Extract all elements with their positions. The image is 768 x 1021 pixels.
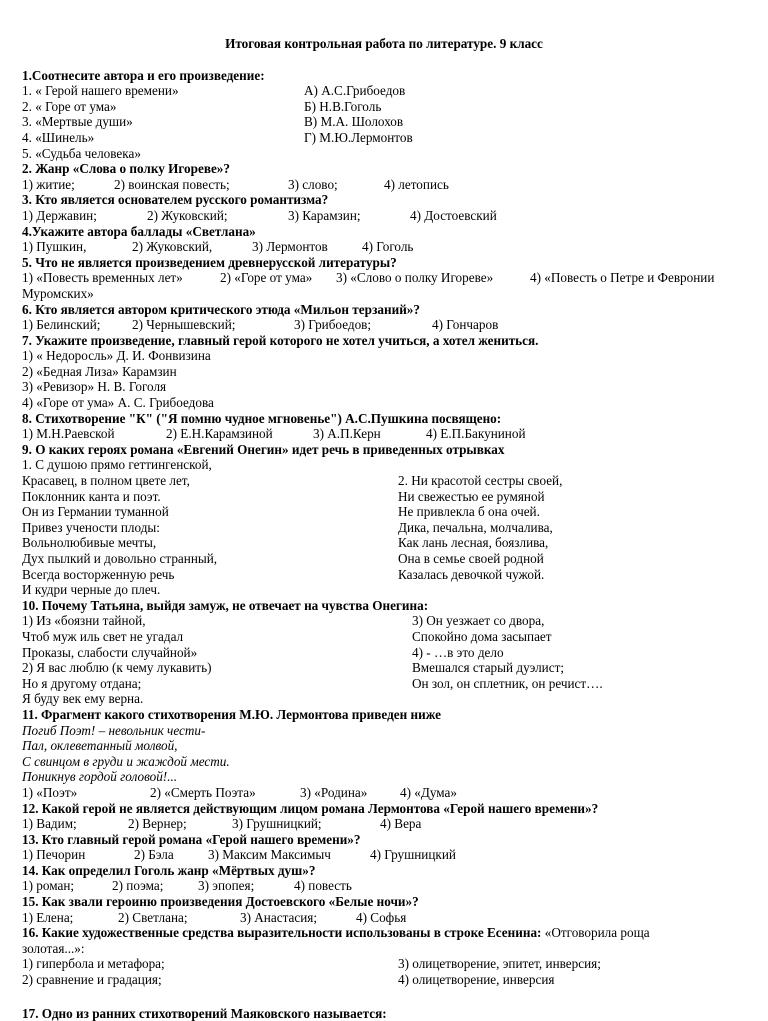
- q9-right-line: 2. Ни красотой сестры своей,: [398, 473, 563, 489]
- q4-option: 3) Лермонтов: [252, 239, 328, 255]
- q12-option: 3) Грушницкий;: [232, 816, 322, 832]
- q15-option: 3) Анастасия;: [240, 909, 317, 925]
- document-page: [22, 36, 746, 1021]
- q8-option: 4) Е.П.Бакуниной: [426, 426, 526, 442]
- q1-author: Г) М.Ю.Лермонтов: [304, 129, 413, 145]
- question-11-text: 11. Фрагмент какого стихотворения М.Ю. Лермонтова приведен ниже: [22, 706, 441, 722]
- q8-option: 1) М.Н.Раевской: [22, 426, 115, 442]
- q3-option: 2) Жуковский;: [147, 207, 228, 223]
- q7-option: 2) «Бедная Лиза» Карамзин: [22, 363, 177, 379]
- q2-options: [22, 177, 746, 193]
- q1-author: А) А.С.Грибоедов: [304, 83, 406, 99]
- q16-option: 4) олицетворение, инверсия: [398, 972, 555, 988]
- q9-row: [22, 504, 746, 520]
- q1-work: 1. « Герой нашего времени»: [22, 83, 179, 99]
- question-12-text: 12. Какой герой не является действующим лицом романа Лермонтова «Герой нашего времени»?: [22, 800, 599, 816]
- q14-options: [22, 878, 746, 894]
- q9-row: [22, 582, 746, 598]
- q12-options: [22, 816, 746, 832]
- q11-verse-line: Пал, оклеветанный молвой,: [22, 738, 178, 754]
- q5-options: [22, 270, 746, 286]
- question-1-text: 1.Соотнесите автора и его произведение:: [22, 67, 265, 83]
- q11-option: 1) «Поэт»: [22, 784, 78, 800]
- q11-option: 4) «Дума»: [400, 784, 457, 800]
- q10-right-line: Вмешался старый дуэлист;: [412, 660, 564, 676]
- q9-left-line: Дух пылкий и довольно странный,: [22, 551, 218, 566]
- q10-row: [22, 660, 746, 676]
- question-17-text: 17. Одно из ранних стихотворений Маяковского называется:: [22, 1005, 387, 1021]
- q2-option: 2) воинская повесть;: [114, 176, 230, 192]
- q11-verse-line: Поникнув гордой головой!...: [22, 769, 178, 785]
- q9-left-line: Привез учености плоды:: [22, 519, 160, 535]
- q1-work: 2. « Горе от ума»: [22, 98, 117, 114]
- q10-row: [22, 613, 746, 629]
- q9-left-line: Вольнолюбивые мечты,: [22, 535, 157, 551]
- question-6-text: 6. Кто является автором критического этюда «Мильон терзаний»?: [22, 301, 420, 317]
- q15-options: [22, 910, 746, 926]
- document-title: Итоговая контрольная работа по литературе. 9 класс: [225, 36, 543, 51]
- q15-option: 4) Софья: [356, 909, 407, 925]
- q11-verse-line: С свинцом в груди и жаждой мести.: [22, 753, 230, 769]
- spacer: [22, 988, 746, 1006]
- q8-option: 3) А.П.Керн: [313, 426, 381, 442]
- q1-author: В) М.А. Шолохов: [304, 114, 404, 130]
- q9-row: [22, 473, 746, 489]
- question-15-text: 15. Как звали героиню произведения Достоевского «Белые ночи»?: [22, 894, 419, 910]
- question-4-text: 4.Укажите автора баллады «Светлана»: [22, 223, 256, 239]
- q10-row: [22, 676, 746, 692]
- q10-left-line: 1) Из «боязни тайной,: [22, 613, 146, 629]
- q7-option: 1) « Недоросль» Д. И. Фонвизина: [22, 348, 211, 364]
- q6-option: 3) Грибоедов;: [294, 317, 372, 333]
- q13-option: 2) Бэла: [134, 847, 174, 863]
- q16-option: 2) сравнение и градация;: [22, 972, 162, 988]
- q4-option: 2) Жуковский,: [132, 239, 213, 255]
- question-3-text: 3. Кто является основателем русского романтизма?: [22, 192, 329, 208]
- q16-row: [22, 972, 746, 988]
- q5-option: 2) «Горе от ума»: [220, 270, 313, 286]
- question-9-text: 9. О каких героях романа «Евгений Онегин» идет речь в приведенных отрывках: [22, 441, 505, 457]
- q9-left-line: Всегда восторженную речь: [22, 566, 175, 582]
- q16-quote-continued: золотая...»:: [22, 940, 85, 956]
- q6-option: 4) Гончаров: [432, 317, 499, 333]
- q12-option: 1) Вадим;: [22, 816, 77, 832]
- q9-row: [22, 535, 746, 551]
- q9-left-line: 1. С душою прямо геттингенской,: [22, 457, 212, 473]
- q9-right-line: Она в семье своей родной: [398, 551, 544, 566]
- q16-option: 3) олицетворение, эпитет, инверсия;: [398, 956, 601, 972]
- q2-option: 3) слово;: [288, 176, 338, 192]
- q9-left-line: Поклонник канта и поэт.: [22, 488, 161, 504]
- q10-left-line: 2) Я вас люблю (к чему лукавить): [22, 660, 212, 676]
- q1-row: [22, 130, 746, 146]
- q10-left-line: Я буду век ему верна.: [22, 691, 144, 707]
- q1-author: Б) Н.В.Гоголь: [304, 98, 382, 114]
- q1-row: [22, 99, 746, 115]
- q3-option: 4) Достоевский: [410, 207, 497, 223]
- q1-work: 4. «Шинель»: [22, 129, 95, 145]
- q10-right-line: Спокойно дома засыпает: [412, 628, 552, 644]
- q3-options: [22, 208, 746, 224]
- q1-work: 5. «Судьба человека»: [22, 145, 141, 161]
- q14-option: 2) поэма;: [112, 878, 164, 894]
- question-8-text: 8. Стихотворение "К" ("Я помню чудное мгновенье") А.С.Пушкина посвящено:: [22, 410, 502, 426]
- q5-option: 3) «Слово о полку Игореве»: [336, 270, 494, 286]
- q14-option: 1) роман;: [22, 878, 75, 894]
- q12-option: 4) Вера: [380, 816, 422, 832]
- q12-option: 2) Вернер;: [128, 816, 187, 832]
- q13-option: 1) Печорин: [22, 847, 86, 863]
- q1-work: 3. «Мертвые души»: [22, 114, 133, 130]
- q3-option: 1) Державин;: [22, 207, 97, 223]
- q6-options: [22, 317, 746, 333]
- q11-verse-line: Погиб Поэт! – невольник чести-: [22, 722, 206, 738]
- question-10-text: 10. Почему Татьяна, выйдя замуж, не отвечает на чувства Онегина:: [22, 597, 429, 613]
- q10-right-line: 4) - …в это дело: [412, 644, 504, 660]
- q14-option: 3) эпопея;: [198, 878, 255, 894]
- question-13-text: 13. Кто главный герой романа «Герой нашего времени»?: [22, 831, 361, 847]
- q10-right-line: 3) Он уезжает со двора,: [412, 613, 545, 629]
- q13-option: 4) Грушницкий: [370, 847, 456, 863]
- q4-options: [22, 239, 746, 255]
- q4-option: 1) Пушкин,: [22, 239, 87, 255]
- q10-row: [22, 629, 746, 645]
- q2-option: 4) летопись: [384, 176, 449, 192]
- q9-row: [22, 520, 746, 536]
- q8-options: [22, 426, 746, 442]
- q9-right-line: Казалась девочкой чужой.: [398, 566, 545, 582]
- q4-option: 4) Гоголь: [362, 239, 414, 255]
- q10-left-line: Чтоб муж иль свет не угадал: [22, 628, 184, 644]
- q2-option: 1) житие;: [22, 176, 75, 192]
- q5-option: 4) «Повесть о Петре и Февронии: [530, 270, 715, 286]
- q10-right-line: Он зол, он сплетник, он речист….: [412, 675, 603, 691]
- q15-option: 2) Светлана;: [118, 909, 188, 925]
- q8-option: 2) Е.Н.Карамзиной: [166, 426, 273, 442]
- q14-option: 4) повесть: [294, 878, 352, 894]
- q15-option: 1) Елена;: [22, 909, 74, 925]
- q3-option: 3) Карамзин;: [288, 207, 361, 223]
- question-2-text: 2. Жанр «Слова о полку Игореве»?: [22, 161, 230, 177]
- question-7-text: 7. Укажите произведение, главный герой которого не хотел учиться, а хотел жениться.: [22, 332, 539, 348]
- q7-option: 4) «Горе от ума» А. С. Грибоедова: [22, 395, 214, 411]
- q1-row: [22, 114, 746, 130]
- q6-option: 1) Белинский;: [22, 317, 101, 333]
- q11-option: 2) «Смерть Поэта»: [150, 784, 256, 800]
- q10-row: [22, 645, 746, 661]
- q9-right-line: Ни свежестью ее румяной: [398, 488, 545, 504]
- question-14-text: 14. Как определил Гоголь жанр «Мёртвых душ»?: [22, 862, 316, 878]
- q9-row: [22, 489, 746, 505]
- q9-left-line: Красавец, в полном цвете лет,: [22, 473, 190, 489]
- q13-options: [22, 847, 746, 863]
- q9-right-line: Дика, печальна, молчалива,: [398, 519, 553, 535]
- q10-left-line: Но я другому отдана;: [22, 675, 142, 691]
- q16-option: 1) гипербола и метафора;: [22, 956, 165, 972]
- q9-row: [22, 551, 746, 567]
- q16-row: [22, 956, 746, 972]
- q9-left-line: Он из Германии туманной: [22, 504, 169, 520]
- q11-option: 3) «Родина»: [300, 784, 368, 800]
- q9-left-line: И кудри черные до плеч.: [22, 582, 161, 598]
- question-5-text: 5. Что не является произведением древнерусской литературы?: [22, 254, 397, 270]
- q1-row: [22, 146, 746, 162]
- q5-option: 1) «Повесть временных лет»: [22, 270, 183, 286]
- q10-row: [22, 691, 746, 707]
- q13-option: 3) Максим Максимыч: [208, 847, 331, 863]
- question-16-text: 16. Какие художественные средства выразительности использованы в строке Есенина:: [22, 925, 542, 941]
- q16-quote: «Отговорила роща: [541, 925, 650, 941]
- q11-options: [22, 785, 746, 801]
- q9-row: [22, 567, 746, 583]
- q10-left-line: Проказы, слабости случайной»: [22, 644, 198, 660]
- q9-right-line: Как лань лесная, боязлива,: [398, 535, 549, 551]
- q5-option-continued: Муромских»: [22, 285, 94, 301]
- q9-row: [22, 457, 746, 473]
- q9-right-line: Не привлекла б она очей.: [398, 504, 540, 520]
- q7-option: 3) «Ревизор» Н. В. Гоголя: [22, 379, 167, 395]
- question-16: [22, 925, 746, 941]
- q6-option: 2) Чернышевский;: [132, 317, 236, 333]
- q1-row: [22, 83, 746, 99]
